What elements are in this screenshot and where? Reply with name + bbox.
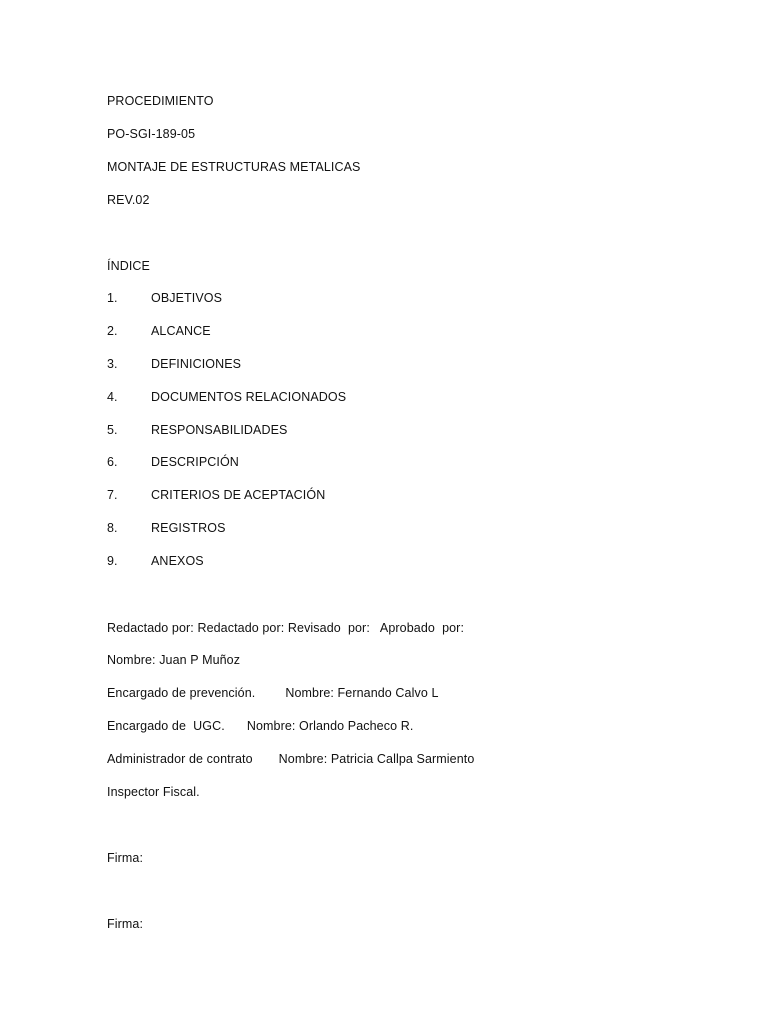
index-item-label: DOCUMENTOS RELACIONADOS	[151, 390, 347, 404]
index-item-label: DESCRIPCIÓN	[151, 455, 239, 469]
index-item	[107, 290, 222, 306]
index-item	[107, 356, 241, 372]
index-item-label: ALCANCE	[151, 324, 211, 338]
approvals-header: Redactado por: Redactado por: Revisado por: Aprobado por:	[107, 621, 465, 635]
index-item	[107, 422, 287, 438]
approver-role: Inspector Fiscal.	[107, 785, 200, 799]
index-item-number: 7.	[107, 488, 118, 502]
index-heading: ÍNDICE	[107, 259, 150, 273]
doc-title: MONTAJE DE ESTRUCTURAS METALICAS	[107, 160, 361, 174]
approver-name: Nombre: Fernando Calvo L	[285, 686, 439, 700]
index-item	[107, 389, 346, 405]
index-item-number: 5.	[107, 423, 118, 437]
index-item	[107, 553, 204, 569]
approver-row	[107, 751, 474, 767]
index-item	[107, 323, 211, 339]
index-item	[107, 487, 325, 503]
index-item-number: 3.	[107, 357, 118, 371]
index-item-number: 8.	[107, 521, 118, 535]
index-item	[107, 454, 239, 470]
index-item-label: DEFINICIONES	[151, 357, 242, 371]
doc-code: PO-SGI-189-05	[107, 127, 196, 141]
index-item-label: REGISTROS	[151, 521, 226, 535]
index-item-number: 4.	[107, 390, 118, 404]
index-item-number: 9.	[107, 554, 118, 568]
index-item-label: RESPONSABILIDADES	[151, 423, 288, 437]
doc-type: PROCEDIMIENTO	[107, 94, 214, 108]
doc-revision: REV.02	[107, 193, 150, 207]
signature-label: Firma:	[107, 851, 144, 865]
approver-name: Nombre: Patricia Callpa Sarmiento	[278, 752, 475, 766]
signature-label: Firma:	[107, 917, 144, 931]
index-item-number: 2.	[107, 324, 118, 338]
approver-role: Encargado de UGC.	[107, 719, 225, 733]
index-item-label: CRITERIOS DE ACEPTACIÓN	[151, 488, 326, 502]
index-item	[107, 520, 226, 536]
approver-name: Nombre: Juan P Muñoz	[107, 653, 241, 667]
approver-role: Administrador de contrato	[107, 752, 253, 766]
approver-role: Encargado de prevención.	[107, 686, 256, 700]
index-item-label: ANEXOS	[151, 554, 204, 568]
index-item-number: 1.	[107, 291, 118, 305]
approver-row	[107, 685, 439, 701]
index-item-label: OBJETIVOS	[151, 291, 223, 305]
approver-row	[107, 718, 413, 734]
index-item-number: 6.	[107, 455, 118, 469]
approver-name: Nombre: Orlando Pacheco R.	[246, 719, 414, 733]
